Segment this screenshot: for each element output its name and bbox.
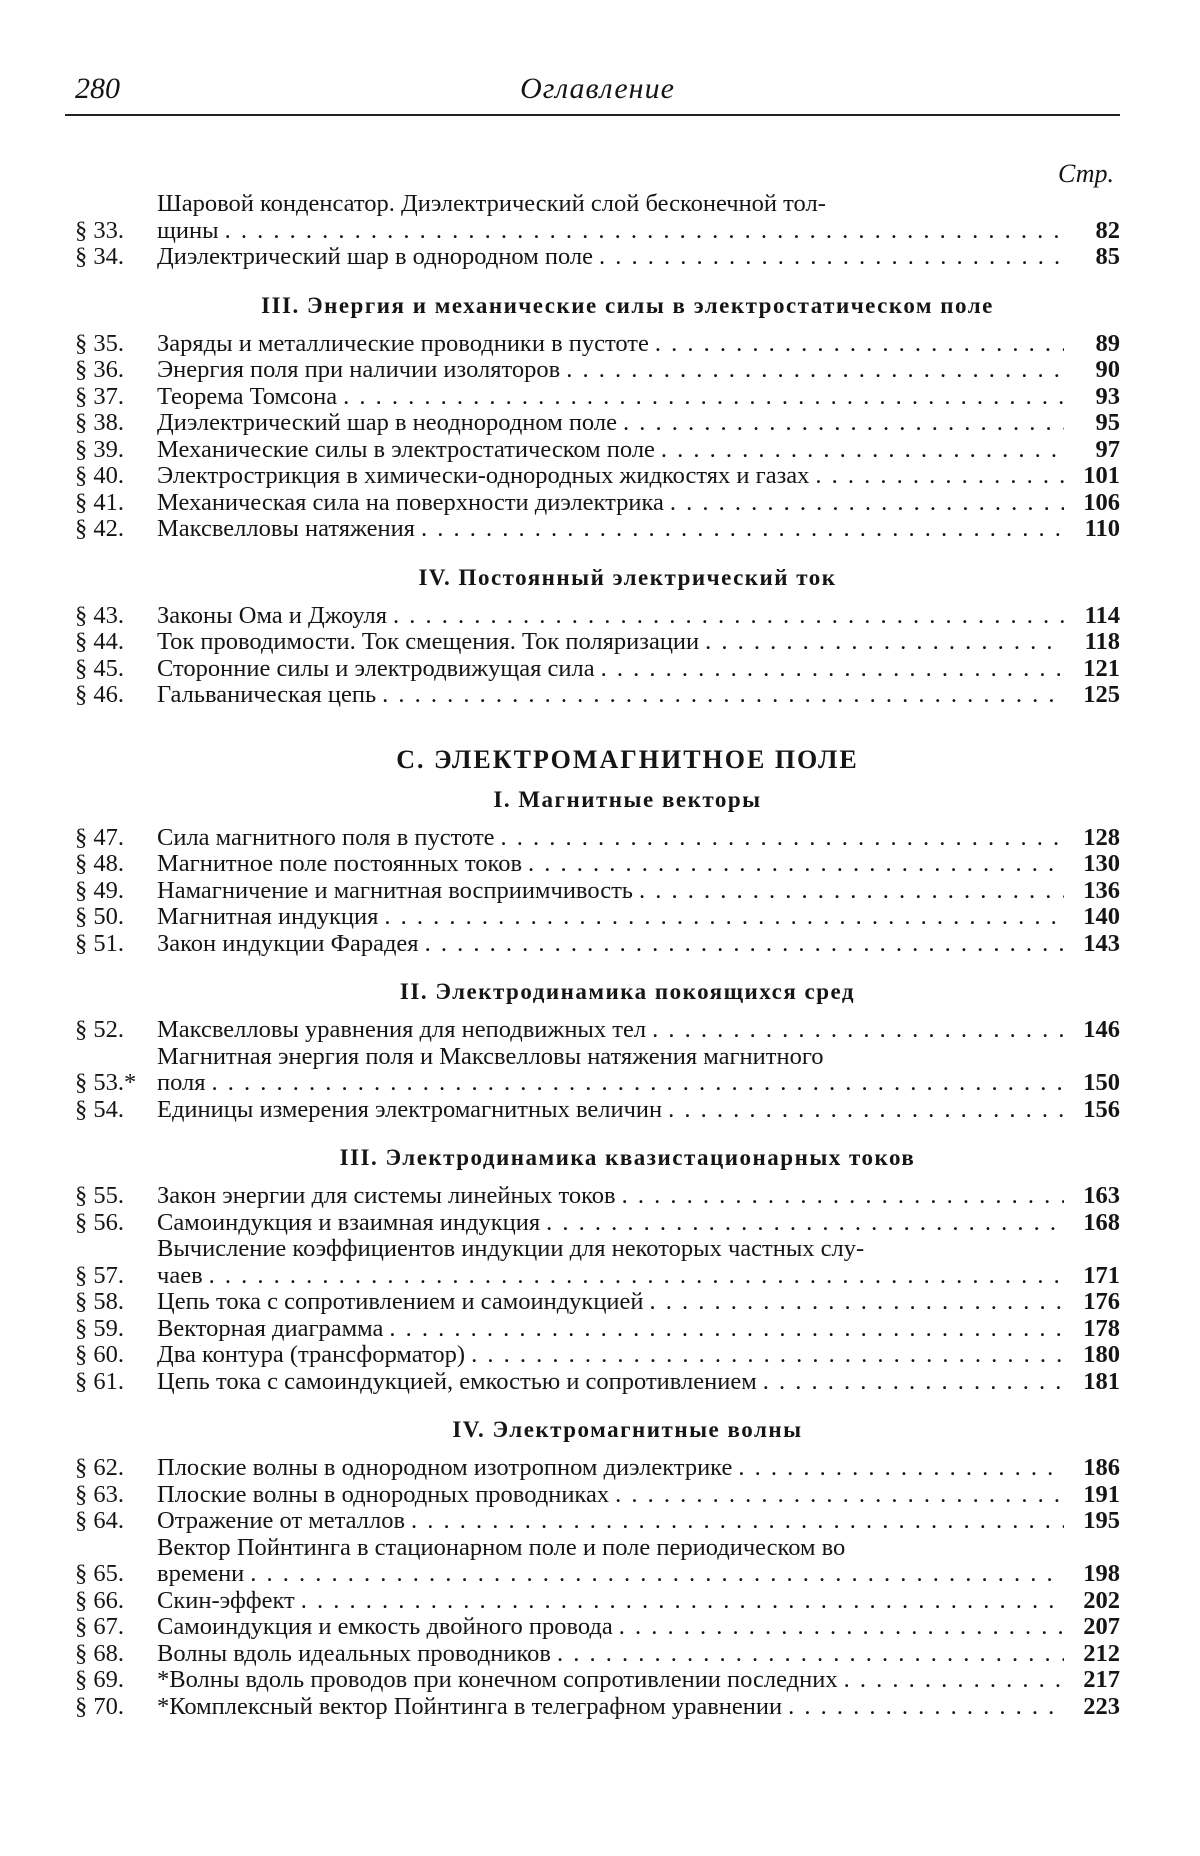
- entry-title: Энергия поля при наличии изоляторов: [157, 356, 561, 383]
- page-reference: 85: [1095, 243, 1120, 270]
- toc-entry: [75, 851, 1120, 878]
- section-number: § 40.: [75, 462, 124, 489]
- toc-entry: [75, 1694, 1120, 1721]
- entry-title: Шаровой конденсатор. Диэлектрический слой бесконечной тол-: [157, 190, 826, 217]
- section-number: § 45.: [75, 654, 124, 682]
- toc-entry: [75, 516, 1120, 543]
- dot-leader: [411, 1508, 1064, 1535]
- dot-leader: [528, 851, 1064, 878]
- page-reference: 223: [1083, 1692, 1120, 1720]
- page-reference: 97: [1095, 435, 1120, 463]
- entry-body: [157, 878, 1070, 905]
- entry-title: Магнитная индукция: [157, 903, 379, 930]
- entry-body: [157, 1694, 1070, 1721]
- toc-entry: [75, 1044, 1120, 1097]
- dot-leader: [815, 463, 1064, 490]
- entry-title: Закон индукции Фарадея: [157, 929, 419, 957]
- page-reference: 114: [1084, 601, 1120, 629]
- page-reference: 143: [1083, 929, 1120, 957]
- page-reference: 180: [1083, 1341, 1120, 1368]
- section-number: § 41.: [75, 488, 124, 516]
- entry-body: [157, 1614, 1070, 1641]
- entry-body: [157, 357, 1070, 384]
- entry-body: [157, 904, 1070, 931]
- page-reference: 118: [1084, 628, 1120, 655]
- toc-entry: [75, 244, 1120, 271]
- page-reference: 90: [1095, 356, 1120, 383]
- section-number: § 59.: [75, 1314, 124, 1342]
- entry-body: [157, 825, 1070, 852]
- dot-leader: [425, 931, 1064, 958]
- dot-leader: [382, 682, 1064, 709]
- entry-title: Электрострикция в химически-однородных жидкостях и газах: [157, 462, 810, 489]
- entry-title: Скин-эффект: [157, 1586, 295, 1614]
- dot-leader: [670, 490, 1064, 517]
- entry-title: Законы Ома и Джоуля: [157, 601, 388, 629]
- page-reference: 140: [1083, 903, 1120, 930]
- entry-title: Диэлектрический шар в однородном поле: [157, 243, 593, 270]
- dot-leader: [250, 1561, 1064, 1588]
- dot-leader: [601, 656, 1064, 683]
- page-reference: 217: [1083, 1666, 1120, 1693]
- section-number: § 38.: [75, 409, 124, 436]
- toc-entry: [75, 1369, 1120, 1396]
- entry-title: Отражение от металлов: [157, 1507, 406, 1534]
- dot-leader: [655, 331, 1064, 358]
- section-number: § 37.: [75, 382, 124, 410]
- entry-body: [157, 1183, 1070, 1210]
- entry-title: Сила магнитного поля в пустоте: [157, 823, 495, 851]
- dot-leader: [788, 1694, 1064, 1721]
- toc-entry: [75, 878, 1120, 905]
- entry-title-end: чаев: [157, 1261, 203, 1289]
- section-number: § 52.: [75, 1016, 124, 1043]
- section-number: § 36.: [75, 356, 124, 383]
- entry-title: Механические силы в электростатическом поле: [157, 435, 655, 463]
- dot-leader: [501, 825, 1064, 852]
- entry-title-end: щины: [157, 216, 219, 244]
- page-reference: 168: [1083, 1208, 1120, 1236]
- toc-entry: [75, 357, 1120, 384]
- section-number: § 35.: [75, 329, 124, 357]
- toc-entry: [75, 490, 1120, 517]
- toc-entry: [75, 1342, 1120, 1369]
- entry-body: [157, 1508, 1070, 1535]
- section-number: § 57.: [75, 1261, 124, 1289]
- page-reference: 163: [1083, 1182, 1120, 1209]
- dot-leader: [623, 410, 1064, 437]
- entry-body: [157, 1316, 1070, 1343]
- dot-leader: [384, 904, 1064, 931]
- entry-title: Ток проводимости. Ток смещения. Ток поляризации: [157, 628, 700, 655]
- entry-title: Два контура (трансформатор): [157, 1341, 466, 1368]
- section-number: § 47.: [75, 823, 124, 851]
- toc-entry: [75, 1614, 1120, 1641]
- dot-leader: [546, 1210, 1064, 1237]
- toc-entry: [75, 1316, 1120, 1343]
- dot-leader: [639, 878, 1064, 905]
- entry-title-end: времени: [157, 1560, 245, 1587]
- toc-entry: [75, 825, 1120, 852]
- toc-entry: [75, 1455, 1120, 1482]
- entry-title: *Волны вдоль проводов при конечном сопротивлении последних: [157, 1666, 838, 1693]
- section-heading: III. Энергия и механические силы в электростатическом поле: [261, 292, 994, 318]
- page-reference: 171: [1083, 1261, 1120, 1289]
- page-reference: 93: [1095, 382, 1120, 410]
- dot-leader: [225, 218, 1064, 245]
- entry-title: Единицы измерения электромагнитных величин: [157, 1095, 663, 1123]
- entry-title-end: поля: [157, 1069, 206, 1096]
- entry-title: Самоиндукция и взаимная индукция: [157, 1208, 541, 1236]
- page-reference: 156: [1083, 1095, 1120, 1123]
- dot-leader: [209, 1263, 1064, 1290]
- section-number: § 50.: [75, 903, 124, 930]
- page-reference: 128: [1083, 823, 1120, 851]
- toc-entry: [75, 437, 1120, 464]
- section-number: § 44.: [75, 628, 124, 655]
- toc-entry: [75, 463, 1120, 490]
- entry-body: [157, 1289, 1070, 1316]
- dot-leader: [557, 1641, 1064, 1668]
- entry-title-continuation: [157, 1070, 1070, 1097]
- entry-body: [157, 1535, 1070, 1588]
- entry-body: [157, 1017, 1070, 1044]
- entry-title: Механическая сила на поверхности диэлектрика: [157, 488, 664, 516]
- toc-entry: [75, 1641, 1120, 1668]
- section-number: § 68.: [75, 1639, 124, 1667]
- entry-title: Максвелловы натяжения: [157, 515, 415, 542]
- section-number: § 33.: [75, 216, 124, 244]
- entry-body: [157, 682, 1070, 709]
- page-reference: 130: [1083, 850, 1120, 877]
- page-reference: 95: [1095, 409, 1120, 436]
- page-reference: 176: [1083, 1288, 1120, 1315]
- page-reference: 191: [1083, 1480, 1120, 1508]
- page-reference: 101: [1083, 462, 1120, 489]
- entry-title: Цепь тока с самоиндукцией, емкостью и сопротивлением: [157, 1367, 757, 1395]
- toc-entry: [75, 384, 1120, 411]
- section-number: § 51.: [75, 929, 124, 957]
- dot-leader: [615, 1482, 1064, 1509]
- section-number: § 49.: [75, 876, 124, 904]
- toc-entry: [75, 1183, 1120, 1210]
- dot-leader: [471, 1342, 1064, 1369]
- page-reference: 186: [1083, 1454, 1120, 1481]
- running-title: Оглавление: [520, 72, 675, 105]
- section-number: § 69.: [75, 1666, 124, 1693]
- dot-leader: [763, 1369, 1064, 1396]
- page-reference: 121: [1083, 654, 1120, 682]
- entry-title-continuation: [157, 1561, 1070, 1588]
- dot-leader: [652, 1017, 1064, 1044]
- section-number: § 43.: [75, 601, 124, 629]
- entry-title: Векторная диаграмма: [157, 1314, 384, 1342]
- toc-entry: [75, 603, 1120, 630]
- section-number: § 58.: [75, 1288, 124, 1315]
- toc-entry: [75, 1588, 1120, 1615]
- section-number: § 64.: [75, 1507, 124, 1534]
- entry-body: [157, 931, 1070, 958]
- entry-body: [157, 244, 1070, 271]
- toc-entry: [75, 1097, 1120, 1124]
- entry-body: [157, 1641, 1070, 1668]
- dot-leader: [599, 244, 1064, 271]
- toc-entry: [75, 1667, 1120, 1694]
- section-number: § 62.: [75, 1454, 124, 1481]
- entry-title: Закон энергии для системы линейных токов: [157, 1182, 616, 1209]
- page-reference: 125: [1083, 681, 1120, 708]
- toc-entry: [75, 1017, 1120, 1044]
- section-number: § 56.: [75, 1208, 124, 1236]
- page-reference: 150: [1083, 1069, 1120, 1096]
- entry-title: Вычисление коэффициентов индукции для некоторых частных слу-: [157, 1235, 865, 1262]
- section-number: § 70.: [75, 1692, 124, 1720]
- entry-body: [157, 629, 1070, 656]
- entry-title: Цепь тока с сопротивлением и самоиндукцией: [157, 1288, 644, 1315]
- dot-leader: [566, 357, 1064, 384]
- section-number: § 39.: [75, 435, 124, 463]
- dot-leader: [661, 437, 1064, 464]
- entry-title: *Комплексный вектор Пойнтинга в телеграфном уравнении: [157, 1692, 783, 1720]
- section-heading: II. Электродинамика покоящихся сред: [399, 979, 856, 1004]
- page-reference: 212: [1083, 1639, 1120, 1667]
- page-reference: 146: [1083, 1016, 1120, 1043]
- entry-body: [157, 1482, 1070, 1509]
- section-number: § 60.: [75, 1341, 124, 1368]
- section-number: § 65.: [75, 1560, 124, 1587]
- section-number: § 67.: [75, 1613, 124, 1640]
- toc-entry: [75, 1535, 1120, 1588]
- entry-body: [157, 1342, 1070, 1369]
- toc-entry: [75, 1210, 1120, 1237]
- dot-leader: [619, 1614, 1064, 1641]
- toc-entry: [75, 410, 1120, 437]
- section-number: § 61.: [75, 1367, 124, 1395]
- page-reference: 89: [1095, 329, 1120, 357]
- entry-title-continuation: [157, 218, 1070, 245]
- entry-body: [157, 384, 1070, 411]
- table-of-contents: [75, 157, 1120, 1720]
- entry-body: [157, 1455, 1070, 1482]
- entry-title: Магнитная энергия поля и Максвелловы натяжения магнитного: [157, 1042, 824, 1070]
- toc-entry: [75, 629, 1120, 656]
- entry-title: Магнитное поле постоянных токов: [157, 850, 523, 877]
- entry-title: Диэлектрический шар в неоднородном поле: [157, 409, 617, 436]
- entry-title: Волны вдоль идеальных проводников: [157, 1639, 551, 1667]
- entry-title: Сторонние силы и электродвижущая сила: [157, 654, 595, 682]
- part-heading: С. ЭЛЕКТРОМАГНИТНОЕ ПОЛЕ: [396, 744, 859, 774]
- entry-body: [157, 1369, 1070, 1396]
- entry-title-continuation: [157, 1263, 1070, 1290]
- dot-leader: [650, 1289, 1064, 1316]
- section-number: § 66.: [75, 1586, 124, 1614]
- entry-title: Максвелловы уравнения для неподвижных тел: [157, 1016, 647, 1043]
- section-number: § 53.*: [75, 1069, 137, 1096]
- entry-title: Самоиндукция и емкость двойного провода: [157, 1613, 613, 1640]
- entry-body: [157, 331, 1070, 358]
- entry-body: [157, 516, 1070, 543]
- entry-body: [157, 603, 1070, 630]
- entry-body: [157, 851, 1070, 878]
- section-number: § 34.: [75, 243, 124, 270]
- entry-title: Плоские волны в однородном изотропном диэлектрике: [157, 1454, 733, 1481]
- page-reference: 82: [1095, 216, 1120, 244]
- toc-entry: [75, 656, 1120, 683]
- entry-body: [157, 656, 1070, 683]
- entry-body: [157, 1210, 1070, 1237]
- section-number: § 54.: [75, 1095, 124, 1123]
- page-header: [75, 72, 1120, 112]
- page-reference: 178: [1083, 1314, 1120, 1342]
- entry-title: Плоские волны в однородных проводниках: [157, 1480, 610, 1508]
- header-rule: [65, 114, 1120, 116]
- entry-title: Вектор Пойнтинга в стационарном поле и поле периодическом во: [157, 1533, 846, 1561]
- page-reference: 106: [1083, 488, 1120, 516]
- toc-entry: [75, 931, 1120, 958]
- dot-leader: [844, 1667, 1064, 1694]
- page-number: 280: [75, 72, 120, 105]
- entry-body: [157, 1667, 1070, 1694]
- dot-leader: [421, 516, 1064, 543]
- section-heading: I. Магнитные векторы: [493, 786, 762, 812]
- toc-entry: [75, 904, 1120, 931]
- entry-body: [157, 1588, 1070, 1615]
- page-reference: 207: [1083, 1613, 1120, 1640]
- toc-entry: [75, 1236, 1120, 1289]
- page-reference: 195: [1083, 1507, 1120, 1534]
- entry-title: Теорема Томсона: [157, 382, 338, 410]
- page-reference: 181: [1083, 1367, 1120, 1395]
- entry-body: [157, 490, 1070, 517]
- page-reference: 198: [1083, 1560, 1120, 1587]
- dot-leader: [622, 1183, 1064, 1210]
- toc-entry: [75, 682, 1120, 709]
- section-number: § 48.: [75, 850, 124, 877]
- section-number: § 42.: [75, 515, 124, 542]
- dot-leader: [738, 1455, 1064, 1482]
- dot-leader: [705, 629, 1064, 656]
- entry-body: [157, 410, 1070, 437]
- entry-body: [157, 1044, 1070, 1097]
- dot-leader: [389, 1316, 1064, 1343]
- dot-leader: [343, 384, 1064, 411]
- toc-entry: [75, 191, 1120, 244]
- section-number: § 63.: [75, 1480, 124, 1508]
- toc-entry: [75, 1289, 1120, 1316]
- entry-body: [157, 191, 1070, 244]
- dot-leader: [212, 1070, 1064, 1097]
- entry-body: [157, 1097, 1070, 1124]
- entry-title: Заряды и металлические проводники в пустоте: [157, 329, 649, 357]
- section-heading: III. Электродинамика квазистационарных токов: [339, 1145, 916, 1170]
- page-reference: 136: [1083, 876, 1120, 904]
- toc-entry: [75, 1508, 1120, 1535]
- toc-entry: [75, 331, 1120, 358]
- entry-title: Намагничение и магнитная восприимчивость: [157, 876, 633, 904]
- section-number: § 46.: [75, 681, 124, 708]
- entry-title: Гальваническая цепь: [157, 681, 377, 708]
- dot-leader: [301, 1588, 1064, 1615]
- page-reference: 202: [1083, 1586, 1120, 1614]
- page-column-label: Стр.: [1058, 159, 1114, 188]
- toc-entry: [75, 1482, 1120, 1509]
- entry-body: [157, 1236, 1070, 1289]
- entry-body: [157, 437, 1070, 464]
- section-number: § 55.: [75, 1182, 124, 1209]
- section-heading: IV. Постоянный электрический ток: [418, 564, 837, 590]
- dot-leader: [393, 603, 1064, 630]
- entry-body: [157, 463, 1070, 490]
- section-heading: IV. Электромагнитные волны: [452, 1417, 803, 1442]
- page-reference: 110: [1084, 515, 1120, 542]
- dot-leader: [668, 1097, 1064, 1124]
